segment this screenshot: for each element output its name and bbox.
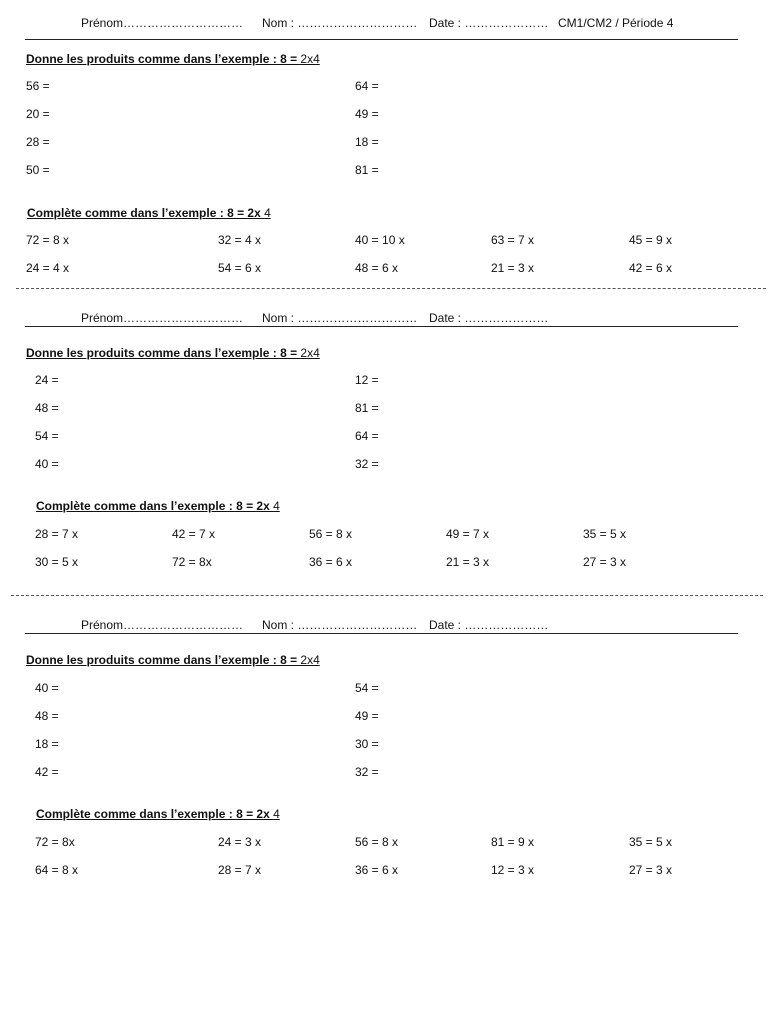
header-rule [25,326,738,327]
complete-item: 81 = 9 x [491,835,535,849]
product-item: 54 = [355,681,379,695]
complete-item: 42 = 7 x [172,527,216,541]
complete-instruction: Complète comme dans l’exemple : 8 = 2x 4 [36,499,280,513]
complete-item: 56 = 8 x [355,835,399,849]
product-item: 64 = [355,79,379,93]
complete-item: 63 = 7 x [491,233,535,247]
complete-item: 27 = 3 x [583,555,627,569]
complete-item: 36 = 6 x [309,555,353,569]
header-prenom: Prénom………………………… [81,311,244,325]
complete-item: 49 = 7 x [446,527,490,541]
complete-item: 48 = 6 x [355,261,399,275]
complete-item: 36 = 6 x [355,863,399,877]
complete-item: 28 = 7 x [35,527,79,541]
cut-line [16,288,766,289]
product-item: 49 = [355,107,379,121]
complete-item: 45 = 9 x [629,233,673,247]
product-item: 56 = [26,79,50,93]
header-rule [25,633,738,634]
complete-item: 30 = 5 x [35,555,79,569]
products-instruction: Donne les produits comme dans l’exemple : 8 = 2x4 [26,346,320,360]
product-item: 30 = [355,737,379,751]
product-item: 40 = [35,681,59,695]
product-item: 40 = [35,457,59,471]
complete-item: 42 = 6 x [629,261,673,275]
product-item: 12 = [355,373,379,387]
complete-item: 27 = 3 x [629,863,673,877]
complete-item: 35 = 5 x [629,835,673,849]
product-item: 81 = [355,401,379,415]
complete-item: 32 = 4 x [218,233,262,247]
header-nom: Nom : ………………………… [262,16,418,30]
complete-item: 35 = 5 x [583,527,627,541]
product-item: 28 = [26,135,50,149]
product-item: 32 = [355,765,379,779]
product-item: 20 = [26,107,50,121]
complete-item: 12 = 3 x [491,863,535,877]
product-item: 42 = [35,765,59,779]
product-item: 54 = [35,429,59,443]
complete-item: 21 = 3 x [446,555,490,569]
product-item: 49 = [355,709,379,723]
header-prenom: Prénom………………………… [81,618,244,632]
complete-item: 72 = 8x [35,835,75,849]
header-prenom: Prénom………………………… [81,16,244,30]
header-nom: Nom : ………………………… [262,618,418,632]
product-item: 48 = [35,401,59,415]
header-date: Date : ………………… [429,311,549,325]
products-instruction: Donne les produits comme dans l’exemple : 8 = 2x4 [26,52,320,66]
complete-instruction: Complète comme dans l’exemple : 8 = 2x 4 [36,807,280,821]
header-date: Date : ………………… [429,16,549,30]
header-nom: Nom : ………………………… [262,311,418,325]
complete-item: 72 = 8x [172,555,212,569]
complete-item: 24 = 3 x [218,835,262,849]
product-item: 32 = [355,457,379,471]
product-item: 64 = [355,429,379,443]
complete-item: 40 = 10 x [355,233,405,247]
product-item: 24 = [35,373,59,387]
product-item: 18 = [355,135,379,149]
complete-item: 54 = 6 x [218,261,262,275]
header-date: Date : ………………… [429,618,549,632]
complete-instruction: Complète comme dans l’exemple : 8 = 2x 4 [27,206,271,220]
complete-item: 72 = 8 x [26,233,70,247]
header-class-period: CM1/CM2 / Période 4 [558,16,674,30]
header-rule [25,39,738,40]
product-item: 50 = [26,163,50,177]
complete-item: 24 = 4 x [26,261,70,275]
complete-item: 64 = 8 x [35,863,79,877]
complete-item: 28 = 7 x [218,863,262,877]
complete-item: 21 = 3 x [491,261,535,275]
product-item: 48 = [35,709,59,723]
products-instruction: Donne les produits comme dans l’exemple : 8 = 2x4 [26,653,320,667]
product-item: 18 = [35,737,59,751]
cut-line [11,595,763,596]
product-item: 81 = [355,163,379,177]
complete-item: 56 = 8 x [309,527,353,541]
